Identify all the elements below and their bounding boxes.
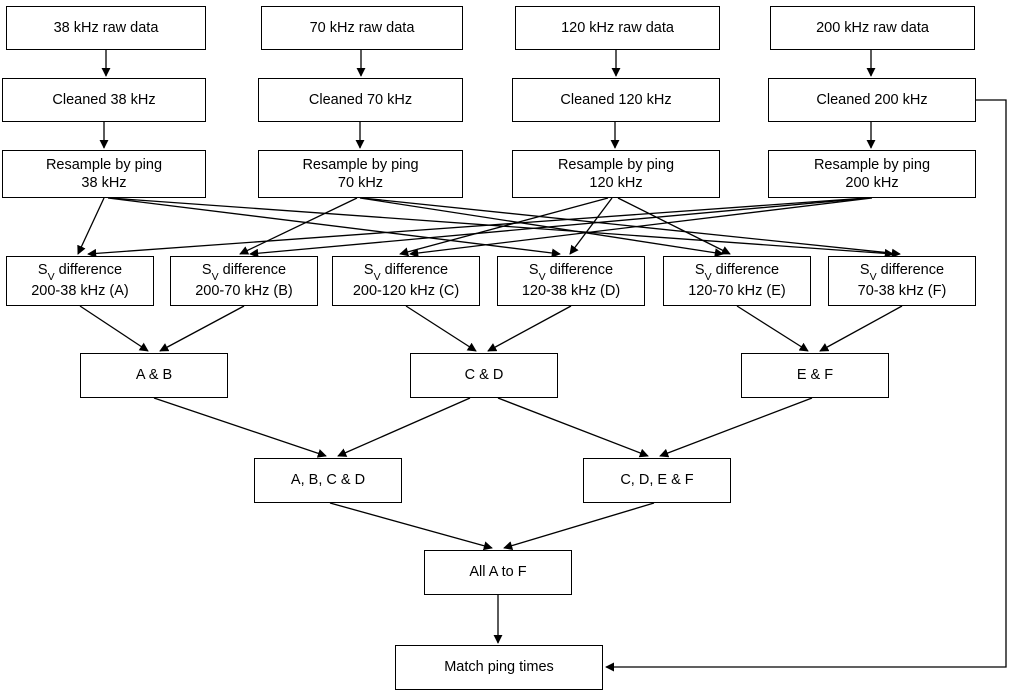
- node-sublabel: 200-70 kHz (B): [195, 283, 293, 300]
- node-label: 70 kHz raw data: [309, 19, 415, 36]
- node-pair-ef: [741, 353, 889, 398]
- node-label: All A to F: [469, 564, 527, 581]
- sv-subscript: V: [869, 271, 877, 284]
- node-sv-difference-b: [170, 256, 318, 306]
- node-label: A, B, C & D: [290, 472, 366, 489]
- node-sublabel: 120 kHz: [589, 175, 643, 191]
- node-label: Resample by ping: [813, 156, 931, 173]
- node-quad-abcd: [254, 458, 402, 503]
- node-sublabel: 120-70 kHz (E): [688, 283, 786, 300]
- node-cleaned-120: [512, 78, 720, 122]
- node-sublabel: 200-38 kHz (A): [31, 283, 129, 300]
- node-resample-38: [2, 150, 206, 198]
- node-label: $S_V$ difference: [694, 262, 780, 284]
- node-label: 38 kHz raw data: [53, 19, 159, 36]
- node-label: C & D: [464, 367, 504, 384]
- node-pair-cd: [410, 353, 558, 398]
- node-label: $S_V$ difference: [363, 262, 449, 284]
- node-match-ping-times: [395, 645, 603, 690]
- node-label: Resample by ping: [45, 156, 163, 173]
- node-label: Cleaned 200 kHz: [816, 91, 928, 108]
- node-sublabel: 38 kHz: [81, 175, 127, 191]
- node-sublabel: 200-120 kHz (C): [352, 283, 460, 300]
- node-resample-200: [768, 150, 976, 198]
- node-label: $S_V$ difference: [859, 262, 945, 284]
- node-label: Cleaned 120 kHz: [560, 91, 672, 108]
- node-quad-cdef: [583, 458, 731, 503]
- node-all-a-to-f: [424, 550, 572, 595]
- node-cleaned-200: [768, 78, 976, 122]
- sv-subscript: V: [47, 271, 55, 284]
- node-label: Resample by ping: [557, 156, 675, 173]
- node-resample-120: [512, 150, 720, 198]
- node-label: $S_V$ difference: [528, 262, 614, 284]
- node-cleaned-38: [2, 78, 206, 122]
- node-raw-120: [515, 6, 720, 50]
- node-resample-70: [258, 150, 463, 198]
- node-label: Match ping times: [444, 659, 554, 676]
- node-label: 120 kHz raw data: [561, 19, 674, 36]
- node-label: $S_V$ difference: [37, 262, 123, 284]
- node-raw-38: [6, 6, 206, 50]
- node-pair-ab: [80, 353, 228, 398]
- node-sublabel: 120-38 kHz (D): [521, 283, 621, 300]
- node-sv-difference-d: [497, 256, 645, 306]
- node-sv-difference-a: [6, 256, 154, 306]
- node-label: 200 kHz raw data: [816, 19, 929, 36]
- sv-subscript: V: [373, 271, 381, 284]
- sv-subscript: V: [704, 271, 712, 284]
- node-sublabel: 70 kHz: [337, 175, 384, 191]
- sv-subscript: V: [211, 271, 219, 284]
- node-label: A & B: [135, 367, 173, 384]
- node-sublabel: 200 kHz: [845, 175, 899, 191]
- node-label: Cleaned 70 kHz: [308, 91, 413, 108]
- node-raw-70: [261, 6, 463, 50]
- node-label: C, D, E & F: [620, 472, 694, 489]
- sv-subscript: V: [538, 271, 546, 284]
- node-raw-200: [770, 6, 975, 50]
- node-sv-difference-f: [828, 256, 976, 306]
- node-label: E & F: [796, 367, 834, 384]
- node-sv-difference-c: [332, 256, 480, 306]
- node-sublabel: 70-38 kHz (F): [857, 283, 947, 300]
- node-label: Cleaned 38 kHz: [52, 91, 156, 108]
- node-label: $S_V$ difference: [201, 262, 287, 284]
- node-cleaned-70: [258, 78, 463, 122]
- node-sv-difference-e: [663, 256, 811, 306]
- node-label: Resample by ping: [302, 156, 419, 173]
